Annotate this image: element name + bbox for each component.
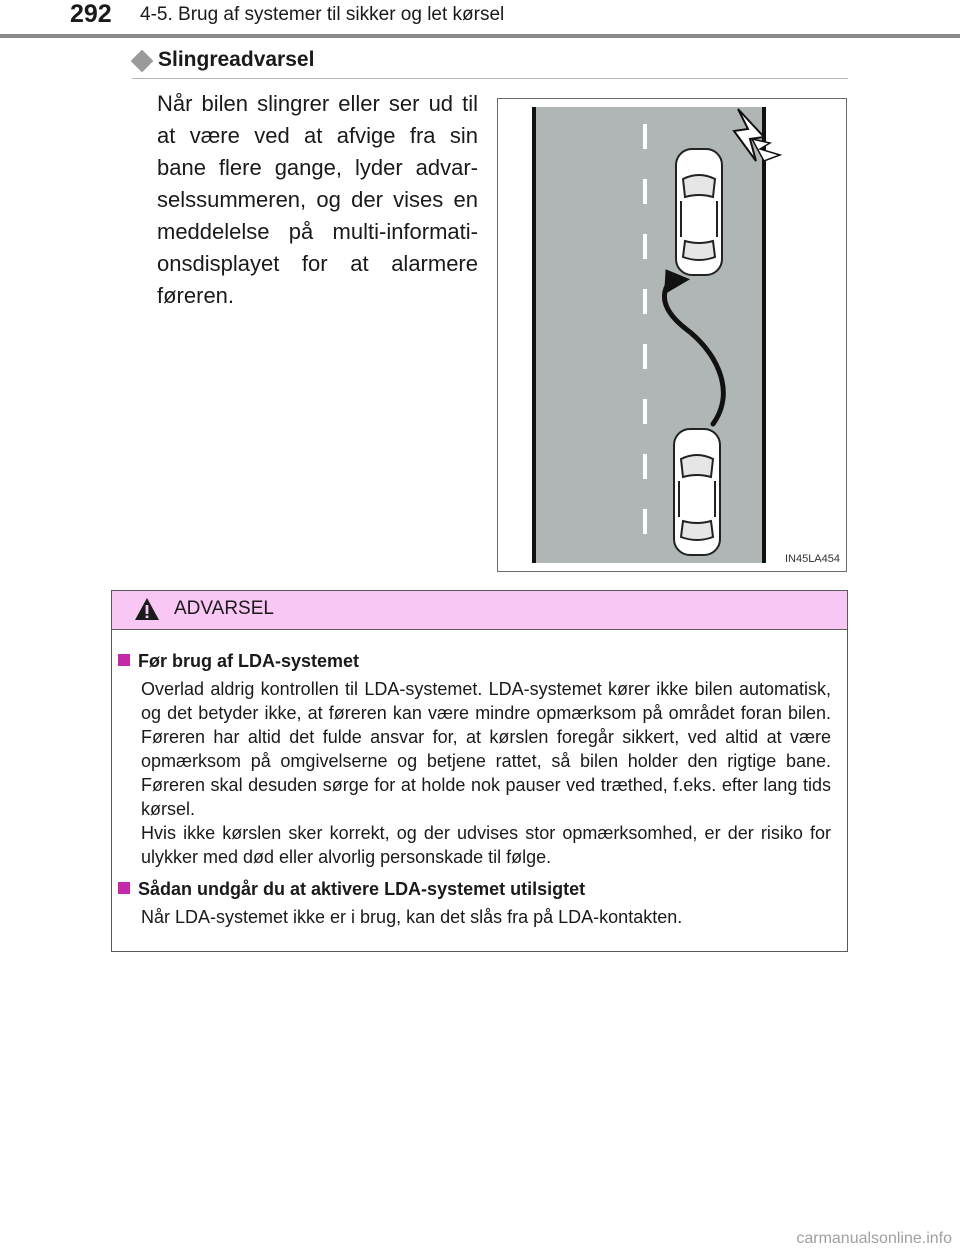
- diamond-bullet-icon: [131, 50, 154, 73]
- header-rule: [0, 34, 960, 38]
- road-illustration: [498, 99, 846, 571]
- square-bullet-icon: [118, 882, 130, 894]
- section-title: Slingreadvarsel: [158, 48, 315, 71]
- warning-item-text: [141, 677, 831, 869]
- warning-item-heading: Før brug af LDA-systemet: [118, 651, 359, 672]
- paragraph: Overlad aldrig kontrollen til LDA-systemet. LDA-systemet kører ikke bilen automatisk, og det betyder ikke, at føreren kan være mindre opmærksom på området foran bilen. Føreren har altid det fulde ansvar for, at kørslen foregår sikkert, ved altid at være opmærksom på omgivelserne og betjene rattet, så bilen holder den rigtige bane. Føreren skal desuden sørge for at holde nok pauser ved træthed, f.eks. efter lang tids kørsel.: [141, 679, 831, 819]
- warning-title: ADVARSEL: [174, 598, 274, 619]
- page-number: 292: [70, 0, 112, 28]
- warning-item-text: [141, 905, 831, 929]
- watermark: carmanualsonline.info: [796, 1230, 952, 1247]
- section-body: Når bilen slingrer eller ser ud til at være ved at afvige fra sin bane flere gange, lyder advarselssummeren, og der vises en meddelelse på multi-informationsdisplayet for at alarmere føreren.: [157, 91, 478, 308]
- chapter-title: 4-5. Brug af systemer til sikker og let kørsel: [140, 4, 505, 25]
- warning-header: [112, 591, 847, 630]
- warning-item-heading: Sådan undgår du at aktivere LDA-systemet utilsigtet: [118, 879, 585, 900]
- car-bottom-icon: [674, 429, 720, 555]
- figure-code: IN45LA454: [784, 553, 840, 565]
- warning-box: [111, 590, 848, 952]
- road-surface: [532, 107, 766, 563]
- paragraph: Hvis ikke kørslen sker korrekt, og der udvises stor opmærksomhed, er der risiko for ulykker med død eller alvorlig personskade til følge.: [141, 823, 831, 867]
- square-bullet-icon: [118, 654, 130, 666]
- car-top-icon: [676, 149, 722, 275]
- paragraph: Når LDA-systemet ikke er i brug, kan det slås fra på LDA-kontakten.: [141, 907, 683, 927]
- section-heading: [132, 46, 848, 79]
- warning-triangle-icon: [134, 597, 160, 621]
- lane-departure-figure: [497, 98, 847, 572]
